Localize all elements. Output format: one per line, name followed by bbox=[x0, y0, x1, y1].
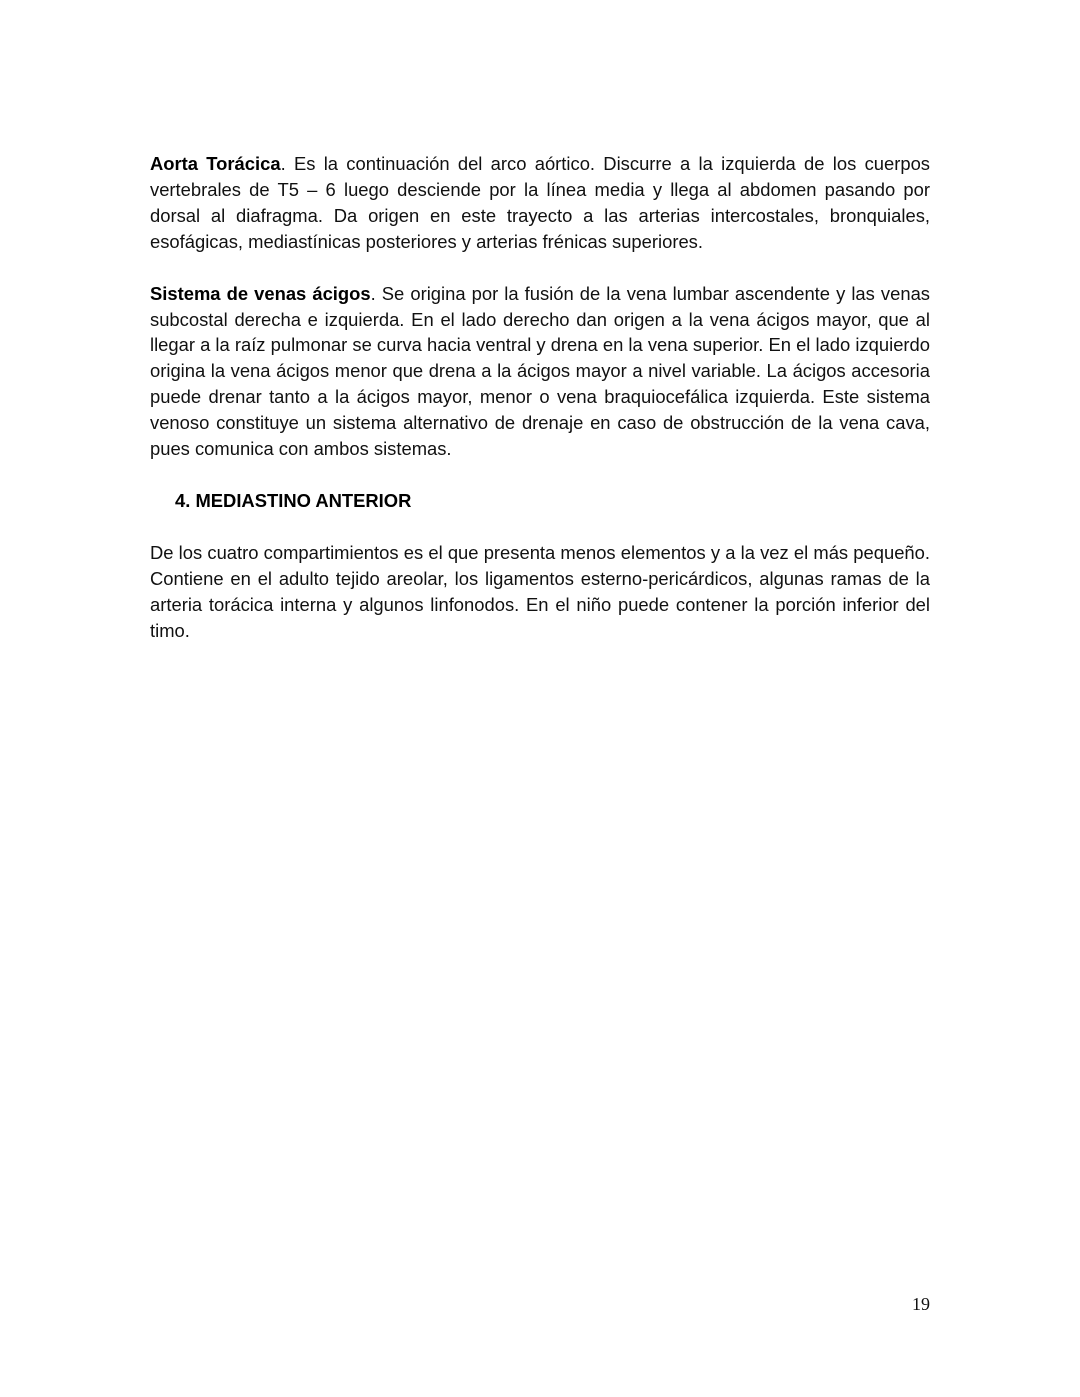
paragraph-aorta-toracica bbox=[150, 151, 930, 255]
term-aorta-toracica: Aorta Torácica bbox=[150, 153, 281, 174]
page-number: 19 bbox=[912, 1294, 930, 1314]
paragraph-text: . Se origina por la fusión de la vena lumbar ascendente y las venas subcostal derecha e izquierda. En el lado derecho dan origen a la vena ácigos mayor, que al llegar a la raíz pulmonar se curva hacia ventral y drena en la vena superior. En el lado izquierdo origina la vena ácigos menor que drena a la ácigos mayor a nivel variable. La ácigos accesoria puede drenar tanto a la ácigos mayor, menor o vena braquiocefálica izquierda. Este sistema venoso constituye un sistema alternativo de drenaje en caso de obstrucción de la vena cava, pues comunica con ambos sistemas. bbox=[150, 282, 931, 460]
section-heading: 4. MEDIASTINO ANTERIOR bbox=[175, 489, 412, 511]
term-sistema-venas-acigos: Sistema de venas ácigos bbox=[150, 282, 371, 304]
paragraph-text: . Es la continuación del arco aórtico. Discurre a la izquierda de los cuerpos vertebrales de T5 – 6 luego desciende por la línea media y llega al abdomen pasando por dorsal al diafragma. Da origen en este trayecto a las arterias intercostales, bronquiales, esofágicas, mediastínicas posteriores y arterias frénicas superiores. bbox=[150, 153, 930, 252]
paragraph-sistema-venas-acigos bbox=[150, 281, 930, 462]
paragraph-mediastino-anterior: De los cuatro compartimientos es el que presenta menos elementos y a la vez el más pequeño. Contiene en el adulto tejido areolar, los ligamentos esterno-pericárdicos, algunas ramas de la arteria torácica interna y algunos linfonodos. En el niño puede contener la porción inferior del timo. bbox=[150, 541, 930, 641]
page-body bbox=[150, 151, 930, 670]
